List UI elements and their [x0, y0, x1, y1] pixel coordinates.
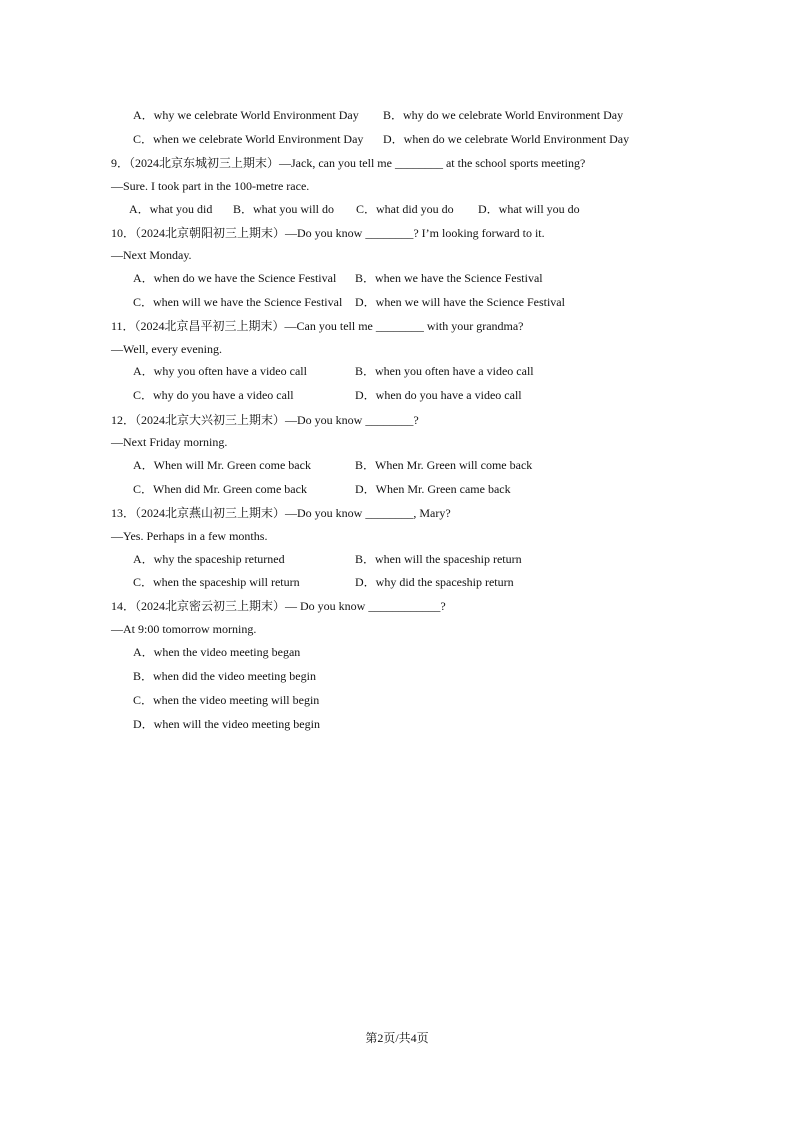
q9-option-c: C．what did you do: [356, 202, 454, 216]
q10-option-d: D．when we will have the Science Festival: [355, 295, 565, 309]
q13-option-d: D．why did the spaceship return: [355, 575, 514, 589]
q14-option-a: A．when the video meeting began: [133, 645, 301, 659]
q14-option-d: D．when will the video meeting begin: [133, 717, 320, 731]
q8-option-d: D．when do we celebrate World Environment Day: [383, 132, 630, 146]
q11-stem: 11．（2024北京昌平初三上期末）—Can you tell me ________ with your grandma?: [111, 319, 524, 333]
q11-option-a: A．why you often have a video call: [133, 364, 307, 378]
q9-option-b: B．what you will do: [233, 202, 334, 216]
q13-option-b: B．when will the spaceship return: [355, 552, 522, 566]
q12-reply: —Next Friday morning.: [111, 435, 228, 449]
q8-option-a: A．why we celebrate World Environment Day: [133, 108, 359, 122]
q10-option-a: A．when do we have the Science Festival: [133, 271, 337, 285]
q12-option-a: A．When will Mr. Green come back: [133, 458, 311, 472]
q10-reply: —Next Monday.: [111, 248, 192, 262]
page-footer: 第2页/共4页: [365, 1031, 429, 1045]
q12-option-b: B．When Mr. Green will come back: [355, 458, 533, 472]
q8-option-b: B．why do we celebrate World Environment Day: [383, 108, 624, 122]
q9-option-a: A．what you did: [129, 202, 213, 216]
q9-reply: —Sure. I took part in the 100-metre race.: [111, 179, 310, 193]
q11-option-b: B．when you often have a video call: [355, 364, 534, 378]
q8-option-c: C．when we celebrate World Environment Day: [133, 132, 364, 146]
q9-stem: 9．（2024北京东城初三上期末）—Jack, can you tell me ________ at the school sports meeting?: [111, 156, 586, 170]
q10-stem: 10．（2024北京朝阳初三上期末）—Do you know ________? I’m looking forward to it.: [111, 226, 545, 240]
q11-option-c: C．why do you have a video call: [133, 388, 294, 402]
q10-option-b: B．when we have the Science Festival: [355, 271, 543, 285]
q10-option-c: C．when will we have the Science Festival: [133, 295, 343, 309]
q11-reply: —Well, every evening.: [111, 342, 222, 356]
q14-reply: —At 9:00 tomorrow morning.: [111, 622, 257, 636]
q13-option-a: A．why the spaceship returned: [133, 552, 285, 566]
q9-option-d: D．what will you do: [478, 202, 580, 216]
q14-stem: 14．（2024北京密云初三上期末）— Do you know ____________?: [111, 599, 446, 613]
q12-stem: 12．（2024北京大兴初三上期末）—Do you know ________?: [111, 413, 419, 427]
q14-option-b: B．when did the video meeting begin: [133, 669, 316, 683]
q11-option-d: D．when do you have a video call: [355, 388, 522, 402]
q13-option-c: C．when the spaceship will return: [133, 575, 300, 589]
q12-option-c: C．When did Mr. Green come back: [133, 482, 307, 496]
q13-reply: —Yes. Perhaps in a few months.: [111, 529, 268, 543]
q12-option-d: D．When Mr. Green came back: [355, 482, 511, 496]
q14-option-c: C．when the video meeting will begin: [133, 693, 320, 707]
q13-stem: 13．（2024北京燕山初三上期末）—Do you know ________, Mary?: [111, 506, 451, 520]
